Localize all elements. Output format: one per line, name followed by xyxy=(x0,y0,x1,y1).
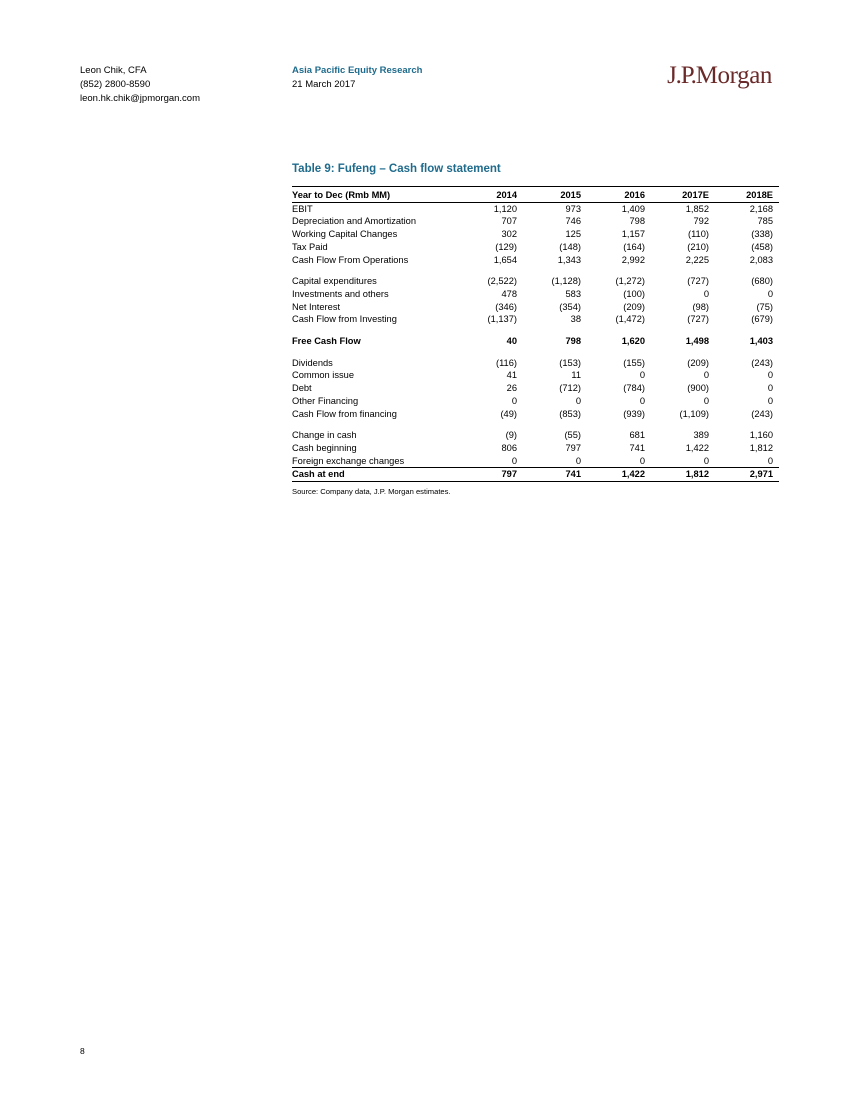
logo-morgan-text: Morgan xyxy=(695,62,772,89)
row-value: (900) xyxy=(687,383,709,394)
row-value: 0 xyxy=(703,455,709,466)
table-row xyxy=(292,335,779,348)
cash-flow-table xyxy=(292,186,779,482)
row-label: Cash Flow From Operations xyxy=(292,254,409,265)
spacer-cell xyxy=(292,326,779,335)
row-value: (939) xyxy=(623,408,645,419)
row-value: 1,409 xyxy=(621,203,645,214)
row-value: 583 xyxy=(565,288,581,299)
row-label: Common issue xyxy=(292,370,355,381)
row-value: (853) xyxy=(559,408,581,419)
cash-flow-table-block xyxy=(292,163,779,496)
row-value: 681 xyxy=(629,430,645,441)
row-label: Tax Paid xyxy=(292,241,328,252)
table-source-note: Source: Company data, J.P. Morgan estimates. xyxy=(292,487,451,497)
table-row xyxy=(292,455,779,468)
row-value: 806 xyxy=(501,442,517,453)
table-header-row-group xyxy=(292,187,779,203)
row-value: (49) xyxy=(500,408,517,419)
spacer-cell xyxy=(292,266,779,275)
table-row xyxy=(292,357,779,370)
row-value: 973 xyxy=(565,203,581,214)
row-value: 1,403 xyxy=(749,336,773,347)
row-value: (1,137) xyxy=(487,314,517,325)
column-header-2017E: 2017E xyxy=(651,187,715,203)
row-value: (129) xyxy=(495,241,517,252)
row-value: (679) xyxy=(751,314,773,325)
row-value: 0 xyxy=(767,383,773,394)
row-value: 26 xyxy=(506,383,517,394)
row-value: 1,620 xyxy=(621,336,645,347)
row-value: 1,812 xyxy=(651,468,715,482)
row-value: 0 xyxy=(767,288,773,299)
row-label: Working Capital Changes xyxy=(292,229,398,240)
row-value: 798 xyxy=(565,336,581,347)
row-value: 0 xyxy=(703,395,709,406)
row-value: 40 xyxy=(506,336,517,347)
row-value: (153) xyxy=(559,357,581,368)
table-row xyxy=(292,313,779,326)
row-value: 797 xyxy=(459,468,523,482)
row-value: 792 xyxy=(693,216,709,227)
row-value: 0 xyxy=(703,370,709,381)
table-row xyxy=(292,395,779,408)
row-value: 741 xyxy=(523,468,587,482)
row-value: 2,225 xyxy=(685,254,709,265)
row-label: Cash Flow from financing xyxy=(292,408,397,419)
row-value: (155) xyxy=(623,357,645,368)
row-value: 741 xyxy=(629,442,645,453)
row-value: (98) xyxy=(692,301,709,312)
row-value: 0 xyxy=(767,455,773,466)
row-label: Cash beginning xyxy=(292,442,357,453)
row-value: (1,272) xyxy=(615,276,645,287)
research-title: Asia Pacific Equity Research xyxy=(292,65,423,76)
row-value: (784) xyxy=(623,383,645,394)
row-value: 2,168 xyxy=(749,203,773,214)
row-value: (148) xyxy=(559,241,581,252)
column-header-2016: 2016 xyxy=(587,187,651,203)
row-value: 0 xyxy=(575,395,581,406)
row-label: Dividends xyxy=(292,357,333,368)
table-row xyxy=(292,202,779,215)
row-value: (209) xyxy=(623,301,645,312)
row-value: 1,160 xyxy=(749,430,773,441)
table-title: Table 9: Fufeng – Cash flow statement xyxy=(292,163,501,175)
row-value: 746 xyxy=(565,216,581,227)
research-date: 21 March 2017 xyxy=(292,79,356,90)
table-row xyxy=(292,275,779,288)
row-value: (354) xyxy=(559,301,581,312)
row-value: 0 xyxy=(511,455,517,466)
table-row xyxy=(292,408,779,421)
table-row xyxy=(292,215,779,228)
row-label: Depreciation and Amortization xyxy=(292,216,417,227)
row-value: (338) xyxy=(751,229,773,240)
column-header-label: Year to Dec (Rmb MM) xyxy=(292,187,459,203)
table-spacer-row xyxy=(292,326,779,335)
table-body xyxy=(292,202,779,481)
row-value: (209) xyxy=(687,357,709,368)
row-label: Investments and others xyxy=(292,288,389,299)
table-spacer-row xyxy=(292,348,779,357)
row-value: 1,157 xyxy=(621,229,645,240)
column-header-2018E: 2018E xyxy=(715,187,779,203)
table-row xyxy=(292,382,779,395)
table-row xyxy=(292,228,779,241)
row-label: Net Interest xyxy=(292,301,341,312)
table-row xyxy=(292,254,779,267)
table-row xyxy=(292,288,779,301)
row-label: Foreign exchange changes xyxy=(292,455,405,466)
table-row xyxy=(292,241,779,254)
row-label: Capital expenditures xyxy=(292,276,377,287)
row-value: 797 xyxy=(565,442,581,453)
row-value: (164) xyxy=(623,241,645,252)
row-value: (9) xyxy=(505,430,517,441)
table-row xyxy=(292,301,779,314)
row-label: Free Cash Flow xyxy=(292,336,361,347)
row-value: 0 xyxy=(767,370,773,381)
row-value: (458) xyxy=(751,241,773,252)
row-value: 707 xyxy=(501,216,517,227)
analyst-contact-block xyxy=(80,64,200,106)
row-value: (680) xyxy=(751,276,773,287)
row-value: (1,128) xyxy=(551,276,581,287)
spacer-cell xyxy=(292,348,779,357)
row-value: 1,812 xyxy=(749,442,773,453)
row-label: Debt xyxy=(292,383,312,394)
table-row xyxy=(292,369,779,382)
row-value: (75) xyxy=(756,301,773,312)
row-value: 798 xyxy=(629,216,645,227)
row-label: Other Financing xyxy=(292,395,359,406)
analyst-name: Leon Chik, CFA xyxy=(80,65,147,76)
row-value: (55) xyxy=(564,430,581,441)
row-label: EBIT xyxy=(292,203,313,214)
row-value: 1,422 xyxy=(587,468,651,482)
row-value: (1,109) xyxy=(679,408,709,419)
row-value: 1,654 xyxy=(493,254,517,265)
row-value: 125 xyxy=(565,229,581,240)
row-value: (346) xyxy=(495,301,517,312)
table-row xyxy=(292,468,779,482)
page-header xyxy=(0,60,850,120)
row-value: 0 xyxy=(639,455,645,466)
row-value: (727) xyxy=(687,276,709,287)
row-value: 1,422 xyxy=(685,442,709,453)
row-value: 2,992 xyxy=(621,254,645,265)
row-value: (100) xyxy=(623,288,645,299)
row-value: 785 xyxy=(757,216,773,227)
row-value: 1,498 xyxy=(685,336,709,347)
column-header-2014: 2014 xyxy=(459,187,523,203)
row-value: 0 xyxy=(767,395,773,406)
row-value: 2,083 xyxy=(749,254,773,265)
row-value: (727) xyxy=(687,314,709,325)
spacer-cell xyxy=(292,420,779,429)
jpmorgan-logo xyxy=(667,62,772,90)
row-label: Change in cash xyxy=(292,430,357,441)
table-row xyxy=(292,429,779,442)
logo-jp-text: J.P. xyxy=(667,62,696,89)
page-number: 8 xyxy=(80,1046,85,1056)
row-value: (2,522) xyxy=(487,276,517,287)
row-value: 478 xyxy=(501,288,517,299)
table-header-row xyxy=(292,187,779,203)
row-value: 0 xyxy=(703,288,709,299)
row-value: 0 xyxy=(511,395,517,406)
row-value: 41 xyxy=(506,370,517,381)
row-value: 0 xyxy=(639,395,645,406)
row-value: (210) xyxy=(687,241,709,252)
row-value: 2,971 xyxy=(715,468,779,482)
row-value: 38 xyxy=(570,314,581,325)
row-value: 11 xyxy=(571,370,581,381)
analyst-phone: (852) 2800-8590 xyxy=(80,79,151,90)
row-value: (1,472) xyxy=(615,314,645,325)
row-value: (243) xyxy=(751,357,773,368)
row-value: 1,852 xyxy=(685,203,709,214)
column-header-2015: 2015 xyxy=(523,187,587,203)
row-value: (712) xyxy=(559,383,581,394)
row-value: 389 xyxy=(693,430,709,441)
row-value: 1,120 xyxy=(493,203,517,214)
row-value: (110) xyxy=(687,229,709,240)
row-value: 1,343 xyxy=(557,254,581,265)
table-spacer-row xyxy=(292,420,779,429)
row-value: (116) xyxy=(495,357,517,368)
research-header-block xyxy=(292,64,422,92)
row-value: 0 xyxy=(639,370,645,381)
row-value: (243) xyxy=(751,408,773,419)
table-row xyxy=(292,442,779,455)
row-value: 302 xyxy=(501,229,517,240)
row-label: Cash at end xyxy=(292,468,459,482)
row-label: Cash Flow from Investing xyxy=(292,314,397,325)
table-spacer-row xyxy=(292,266,779,275)
row-value: 0 xyxy=(575,455,581,466)
analyst-email: leon.hk.chik@jpmorgan.com xyxy=(80,93,201,104)
